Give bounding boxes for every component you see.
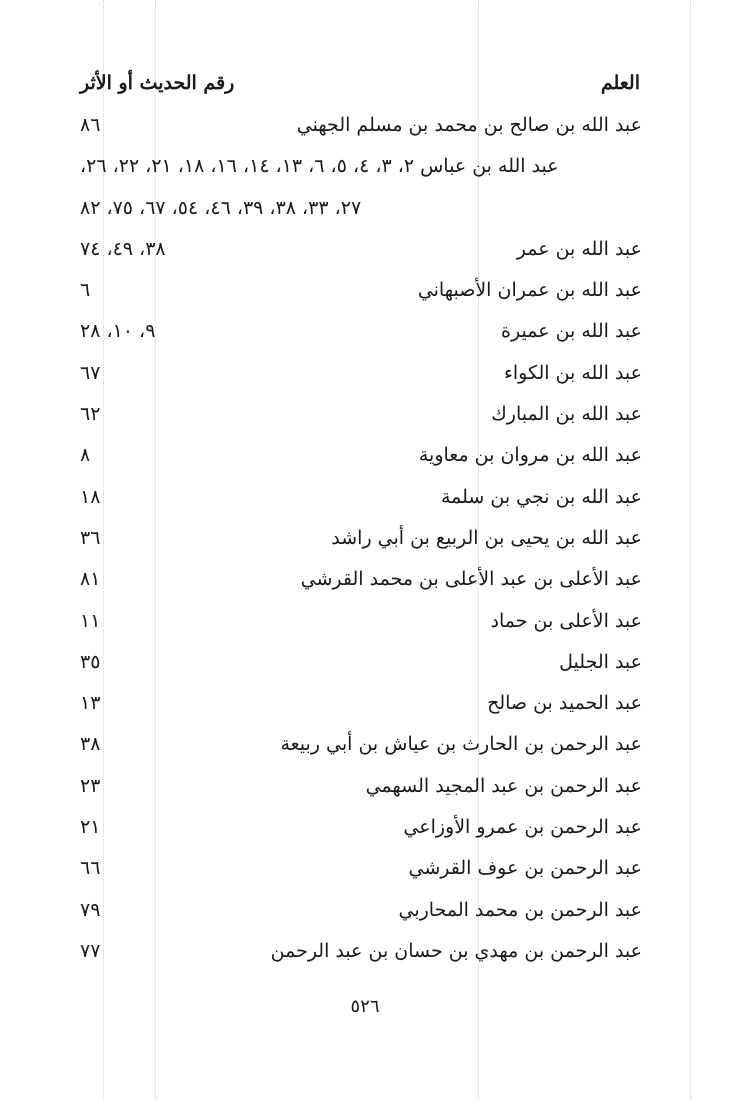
entry-refs: ١١ — [80, 609, 101, 632]
index-entry — [80, 727, 642, 768]
entry-refs: ٨٦ — [80, 114, 101, 136]
entry-name: عبد الله بن مروان بن معاوية — [418, 444, 642, 467]
index-entry — [80, 769, 642, 810]
index-entry — [80, 397, 642, 438]
entry-name: عبد الله بن عمران الأصبهاني — [417, 279, 642, 302]
index-entry — [80, 108, 642, 149]
entry-refs: ٣٥ — [80, 650, 101, 673]
index-entry — [80, 604, 642, 645]
index-entry — [80, 851, 642, 892]
entry-name: عبد الرحمن بن عمرو الأوزاعي — [403, 816, 642, 839]
index-entry — [80, 521, 642, 562]
entry-name: عبد الأعلى بن حماد — [490, 609, 642, 632]
entry-name: عبد الحميد بن صالح — [487, 692, 642, 715]
entry-name: عبد الله بن عباس ٢، ٣، ٤، ٥، ٦، ١٣، ١٤، ١٦، ١٨، ٢١، ٢٢، ٢٦، — [80, 155, 559, 178]
entry-name: عبد الله بن الكواء — [503, 361, 642, 384]
index-entries — [80, 108, 642, 975]
index-entry — [80, 314, 642, 355]
index-entry — [80, 893, 642, 934]
entry-name: عبد الرحمن بن الحارث بن عياش بن أبي ربيعة — [280, 733, 642, 756]
entry-name: عبد الله بن صالح بن محمد بن مسلم الجهني — [296, 114, 642, 136]
index-entry — [80, 356, 642, 397]
entry-refs: ٧٧ — [80, 939, 101, 962]
entry-refs: ٢١ — [80, 816, 101, 839]
entry-refs: ٧٩ — [80, 898, 101, 921]
entry-name: عبد الله بن المبارك — [491, 403, 642, 426]
entry-name: عبد الله بن نجي بن سلمة — [440, 485, 642, 508]
entry-refs: ٣٦ — [80, 526, 101, 549]
entry-name: عبد الرحمن بن عوف القرشي — [408, 857, 642, 880]
page-number: ٥٢٦ — [350, 996, 380, 1017]
entry-refs: ٦٢ — [80, 403, 101, 426]
refs-column-heading: رقم الحديث أو الأثر — [80, 72, 235, 94]
entry-name: عبد الأعلى بن عبد الأعلى بن محمد القرشي — [300, 568, 642, 591]
entry-refs: ٣٨، ٤٩، ٧٤ — [80, 237, 166, 260]
index-entry — [80, 232, 642, 273]
entry-refs: ٦٧ — [80, 361, 101, 384]
index-entry — [80, 686, 642, 727]
index-header — [80, 72, 640, 102]
entry-name: عبد الله بن عميرة — [501, 320, 642, 343]
index-entry — [80, 934, 642, 975]
entry-refs: ٨١ — [80, 568, 101, 591]
entry-refs: ١٣ — [80, 692, 101, 715]
entry-name: عبد الرحمن بن عبد المجيد السهمي — [365, 774, 642, 797]
index-entry — [80, 480, 642, 521]
index-entry — [80, 438, 642, 479]
index-entry — [80, 810, 642, 851]
entry-name: عبد الرحمن بن محمد المحاربي — [398, 898, 642, 921]
name-column-heading: العلم — [600, 72, 640, 94]
entry-refs: ٢٣ — [80, 774, 101, 797]
entry-refs: ٦٦ — [80, 857, 101, 880]
entry-refs: ١٨ — [80, 485, 101, 508]
index-entry — [80, 273, 642, 314]
entry-refs: ٣٨ — [80, 733, 101, 756]
entry-name: عبد الله بن عمر — [516, 237, 642, 260]
entry-name: عبد الله بن يحيى بن الربيع بن أبي راشد — [331, 526, 642, 549]
scan-guide-line — [690, 0, 691, 1100]
index-entry — [80, 645, 642, 686]
entry-refs: ٢٧، ٣٣، ٣٨، ٣٩، ٤٦، ٥٤، ٦٧، ٧٥، ٨٢ — [80, 196, 362, 219]
index-entry-continuation — [80, 191, 642, 232]
entry-name: عبد الجليل — [559, 650, 642, 673]
entry-refs: ٦ — [80, 279, 91, 302]
index-entry — [80, 562, 642, 603]
entry-refs: ٨ — [80, 444, 91, 467]
index-entry — [80, 149, 642, 190]
entry-name: عبد الرحمن بن مهدي بن حسان بن عبد الرحمن — [270, 939, 642, 962]
entry-refs: ٩، ١٠، ٢٨ — [80, 320, 156, 343]
